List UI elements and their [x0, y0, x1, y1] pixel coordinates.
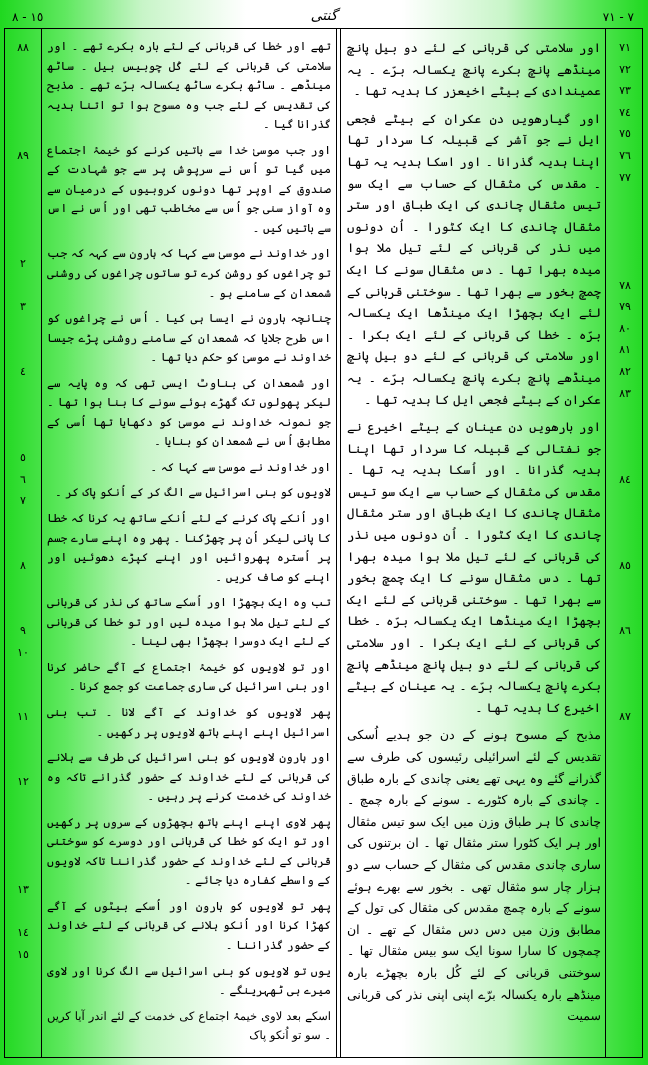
verse-number: ١٤	[17, 926, 29, 940]
verse-number: ٨٦	[619, 624, 631, 638]
verse-number: ١٣	[17, 883, 29, 897]
book-title: گنتی	[310, 8, 338, 24]
verse-paragraph: اور خداوند نے موسیٰ سے کہا کہ ہارون سے کہہ کہ جب تو چراغوں کو روشن کرے تو ساتوں چراغوں کی روشنی شمعدان کے سامنے ہو ۔	[47, 246, 331, 300]
verse-number: ٧	[20, 494, 26, 508]
verse-paragraph: پھر لاوی اپنے اپنے ہاتھ بچھڑوں کے سروں پر رکھیں اور تو ایک کو خطا کی قربانی اور دوسرے کو سوختنی قربانی کے لئے خداوند کے حضور گذراننا تاکہ لاویوں کے واسطے کفارہ دیا جائے ۔	[47, 814, 331, 888]
verse-number: ١٥	[17, 947, 29, 961]
verse-number	[609, 404, 641, 426]
verse-paragraph: اور اُنکے پاک کرنے کے لئے اُنکے ساتھ یہ کرنا کہ خطا کا پانی لیکر اُن پر چھڑکنا ۔ پھر وہ اپنے سارے جسم پر اُسترہ پھروائیں اور اپنے کپڑے دھوئیں اور اپنے کو صاف کریں ۔	[47, 511, 331, 584]
verse-number	[7, 901, 39, 923]
verse-number	[7, 188, 39, 210]
verse-paragraph: لاویوں کو بنی اسرائیل سے الگ کر کے اُنکو پاک کر ۔	[54, 485, 331, 500]
verse-number	[609, 512, 641, 534]
verse-number	[7, 858, 39, 880]
verse-number	[7, 534, 39, 556]
verse-number: ٨٧	[619, 710, 631, 724]
verse-paragraph: اسکے بعد لاوی خیمۂ اجتماع کی خدمت کے لئے اندر آیا کریں ۔ سو تو اُنکو پاک	[47, 1008, 331, 1043]
verse-paragraph: چنانچہ ہارون نے ایسا ہی کیا ۔ اُس نے چراغوں کو اس طرح جلایا کہ شمعدان کے سامنے روشنی پڑے جیسا خداوند نے موسیٰ کو حکم دیا تھا ۔	[47, 311, 331, 365]
verse-number	[7, 750, 39, 772]
verse-number	[7, 59, 39, 81]
verse-paragraph: اور گیارھویں دن عکران کے بیٹے فجعی ایل نے جو آشر کے قبیلہ کا سردار تھا اپنا ہدیہ گذرانا ۔ اور اسکا ہدیہ یہ تھا ۔ مقدس کی مثقال کے حساب سے ایک سو تیس مثقال چاندی کی ایک طباق اور ستر مثقال چاندی کا ایک کٹورا ۔ اُن دونوں میں نذر کی قربانی کے لئے تیل ملا ہوا میدہ بھرا تھا ۔ دس مثقال سونے کا ایک چمچ بخور سے بھرا تھا ۔ سوختنی قربانی کے لئے ایک بچھڑا ایک مینڈھا ایک یکسالہ برّہ ۔ خطا کی قربانی کے لئے ایک بکرا ۔ اور سلامتی کی قربانی کے لئے دو بیل پانچ مینڈھے پانچ بکرے پانچ یکسالہ برّے ۔ یہ عکران کے بیٹے فجعی ایل کا ہدیہ تھا ۔	[347, 110, 601, 407]
verse-paragraph: اور ہارون لاویوں کو بنی اسرائیل کی طرف سے ہلانے کی قربانی کے لئے خداوند کے حضور گذرانے تاکہ وہ خداوند کی خدمت کرنے پر رہیں ۔	[47, 750, 331, 804]
verse-number	[7, 663, 39, 685]
verse-number: ٨١	[619, 343, 631, 357]
verse-paragraph: یوں تو لاویوں کو بنی اسرائیل سے الگ کرنا اور لاوی میرے ہی ٹھہرینگے ۔	[47, 963, 331, 998]
verse-number	[7, 210, 39, 232]
verse-number: ٨٢	[619, 364, 631, 378]
verse-paragraph: تب وہ ایک بچھڑا اور اُسکے ساتھ کی نذر کی قربانی کے لئے تیل ملا ہوا میدہ لیں اور تو خطا کی قربانی کے لئے ایک دوسرا بچھڑا بھی لینا ۔	[47, 595, 331, 649]
verse-number: ٩	[20, 624, 26, 638]
verse-number: ٢	[20, 256, 26, 270]
verse-number: ٨٠	[619, 321, 631, 335]
verse-number: ١١	[17, 710, 29, 724]
right-text-column	[347, 37, 601, 1033]
verse-number	[609, 663, 641, 685]
verse-number: ٨٥	[619, 559, 631, 573]
verse-number: ٤	[20, 364, 26, 378]
verse-number	[7, 598, 39, 620]
verse-number: ٧١	[619, 41, 631, 54]
left-verse-numbers	[7, 37, 39, 966]
page-header	[0, 6, 648, 30]
verse-number	[7, 383, 39, 405]
verse-paragraph: اور جب موسیٰ خدا سے باتیں کرنے کو خیمۂ اجتماع میں گیا تو اُس نے سرپوش پر سے جو شہادت کے صندوق کے اوپر تھا دونوں کروبیوں کے درمیان سے وہ آواز سنی جو اُس سے مخاطب تھی اور اُس نے اس سے باتیں کیں ۔	[47, 142, 331, 235]
verse-number	[7, 728, 39, 750]
verse-number	[7, 814, 39, 836]
verse-number	[7, 426, 39, 448]
verse-number	[7, 102, 39, 124]
verse-number	[7, 404, 39, 426]
verse-number	[609, 210, 641, 232]
verse-number	[609, 426, 641, 448]
verse-number: ٣	[20, 300, 26, 314]
verse-number	[7, 231, 39, 253]
left-text-column	[47, 37, 331, 1052]
verse-number	[7, 577, 39, 599]
verse-number	[609, 642, 641, 664]
verse-number	[609, 188, 641, 210]
verse-number: ١٠	[17, 645, 29, 659]
verse-number: ٨٩	[17, 148, 29, 162]
verse-number: ٨٣	[619, 386, 631, 400]
verse-number	[7, 512, 39, 534]
right-margin-rule	[605, 29, 606, 1057]
verse-number	[609, 490, 641, 512]
verse-paragraph: تھے اور خطا کی قربانی کے لئے بارہ بکرے تھے ۔ اور سلامتی کی قربانی کے لئے کُل چوبیس بیل ۔ ساٹھ مینڈھے ۔ ساٹھ بکرے ساٹھ یکسالہ برّے تھے ۔ مذبح کی تقدیس کے لئے جب وہ مسوح ہوا تو اتنا ہدیہ گذرانا گیا ۔	[47, 39, 331, 132]
left-chapter-ref: ١٥ - ٨	[12, 10, 44, 24]
verse-number	[609, 685, 641, 707]
verse-number	[7, 167, 39, 189]
center-rule-left	[336, 29, 337, 1057]
verse-number: ٧٥	[619, 127, 631, 141]
verse-paragraph: اور تو لاویوں کو خیمۂ اجتماع کے آگے حاضر کرنا اور بنی اسرائیل کی ساری جماعت کو جمع کرنا ۔	[47, 659, 331, 694]
verse-number: ١٢	[17, 775, 29, 789]
verse-paragraph: اور شمعدان کی بناوٹ ایسی تھی کہ وہ پایہ سے لیکر پھولوں تک گھڑے ہوئے سونے کا بنا ہوا تھا ۔ جو نمونہ خداوند نے موسیٰ کو دکھایا تھا اُسی کے مطابق اُس نے شمعدان کو بنایا ۔	[47, 375, 331, 449]
left-margin-rule	[41, 29, 42, 1057]
right-chapter-ref: ٧ - ٧١	[602, 10, 634, 24]
verse-paragraph: پھر تو لاویوں کو ہارون اور اُسکے بیٹوں کے آگے کھڑا کرنا اور اُنکو ہلانے کی قربانی کے لئے خداوند کے حضور گذراننا ۔	[47, 898, 331, 952]
verse-number: ٧٣	[619, 84, 631, 98]
verse-number	[7, 123, 39, 145]
verse-number	[609, 598, 641, 620]
verse-number	[609, 447, 641, 469]
verse-paragraph: اور خداوند نے موسیٰ سے کہا کہ ۔	[150, 459, 331, 474]
verse-number: ٨٨	[17, 41, 29, 54]
verse-paragraph: پھر لاویوں کو خداوند کے آگے لانا ۔ تب بنی اسرائیل اپنے اپنے ہاتھ لاویوں پر رکھیں ۔	[47, 704, 331, 739]
verse-number	[7, 80, 39, 102]
verse-number: ٥	[20, 451, 26, 465]
verse-number	[609, 231, 641, 253]
text-frame	[4, 28, 643, 1058]
center-rule-right	[340, 29, 341, 1057]
verse-number: ٧٨	[619, 278, 631, 292]
verse-number	[7, 339, 39, 361]
verse-paragraph: مذبح کے مسوح ہونے کے دن جو ہدیے اُسکی تقدیس کے لئے اسرائیلی رئیسوں کی طرف سے گذرانے گئے وہ یہی تھے یعنی چاندی کے بارہ طباق ۔ چاندی کے بارہ کٹورے ۔ سونے کے بارہ چمچ ۔ چاندی کا ہر طباق وزن میں ایک سو تیس مثقال اور ہر ایک کٹورا ستر مثقال تھا ۔ ان برتنوں کی ساری چاندی مقدس کی مثقال کے حساب سے دو ہزار چار سو مثقال تھی ۔ بخور سے بھرے ہوئے سونے کے بارہ چمچ مقدس کی مثقال کی تول کے مطابق وزن میں دس دس مثقال کے تھے ۔ ان چمچوں کا سارا سونا ایک سو بیس مثقال تھا ۔ سوختنی قربانی کے لئے کُل بارہ بچھڑے بارہ مینڈھے بارہ یکسالہ برّے اپنی اپنی نذر کی قربانی سمیت	[347, 727, 601, 1024]
verse-number	[7, 793, 39, 815]
verse-number: ٨	[20, 559, 26, 573]
verse-number	[609, 534, 641, 556]
verse-number	[7, 275, 39, 297]
verse-number: ٧٧	[619, 170, 631, 184]
verse-number	[7, 685, 39, 707]
verse-number	[609, 577, 641, 599]
verse-number: ٧٢	[619, 62, 631, 76]
verse-number: ٨٤	[619, 472, 631, 486]
verse-number: ٦	[20, 472, 26, 486]
verse-paragraph: اور بارھویں دن عینان کے بیٹے اخیرع نے جو نفتالی کے قبیلہ کا سردار تھا اپنا ہدیہ گذرانا ۔ اور اُسکا ہدیہ یہ تھا ۔ مقدس کی مثقال کے حساب سے ایک سو تیس مثقال چاندی کا ایک طباق اور ستر مثقال چاندی کا ایک کٹورا ۔ اُن دونوں میں نذر کی قربانی کے لئے تیل ملا ہوا میدہ بھرا تھا ۔ دس مثقال سونے کا ایک چمچ بخور سے بھرا تھا ۔ سوختنی قربانی کے لئے ایک بچھڑا ایک مینڈھا ایک یکسالہ برّہ ۔ خطا کی قربانی کے لئے ایک بکرا ۔ اور سلامتی کی قربانی کے لئے دو بیل پانچ مینڈھے پانچ بکرے پانچ یکسالہ برّے ۔ یہ عینان کے بیٹے اخیرع کا ہدیہ تھا ۔	[347, 419, 601, 715]
verse-number: ٧٩	[619, 300, 631, 314]
verse-number	[7, 836, 39, 858]
verse-number: ٧٤	[619, 105, 631, 119]
verse-number: ٧٦	[619, 148, 631, 162]
verse-number	[7, 318, 39, 340]
right-verse-numbers	[609, 37, 641, 728]
verse-number	[609, 253, 641, 275]
verse-paragraph: اور سلامتی کی قربانی کے لئے دو بیل پانچ مینڈھے پانچ بکرے پانچ یکسالہ برّے ۔ یہ عمیندادی کے بیٹے اخیعزر کا ہدیہ تھا ۔	[347, 40, 601, 99]
